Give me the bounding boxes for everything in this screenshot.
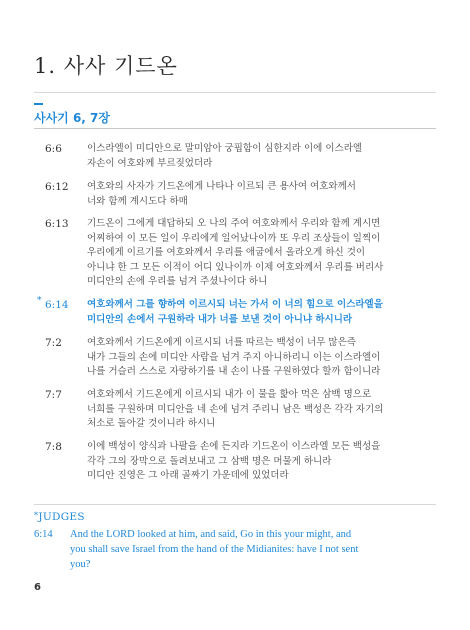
verse-line: 너와 함께 계시도다 하매 (87, 195, 188, 207)
verse-line: 여호와의 사자가 기드온에게 나타나 이르되 큰 용사여 여호와께서 (87, 181, 356, 192)
verse-text (87, 336, 436, 380)
verse-ref: 6:14 (45, 299, 69, 311)
verse-6-14-highlight (34, 298, 436, 327)
chapter-title: 1. 사사 기드온 (34, 54, 178, 78)
verse-7-8 (34, 440, 436, 484)
verse-line: 처소로 돌아갈 것이니라 하시니 (87, 418, 216, 429)
verse-line: 이스라엘이 미디안으로 말미암아 궁핍함이 심한지라 이에 이스라엘 (87, 143, 363, 154)
verse-line: 이에 백성이 양식과 나팔을 손에 든지라 기드온이 이스라엘 모든 백성을 (87, 441, 381, 452)
verse-line: 여호와께서 기드온에게 이르시되 내가 이 물을 핥아 먹은 삼백 명으로 (87, 389, 372, 400)
verse-text (87, 217, 436, 290)
verse-ref: 7:8 (45, 441, 62, 453)
section-accent-mark (34, 103, 43, 105)
verse-line: 각각 그의 장막으로 돌려보내고 그 삼백 명은 머물게 하니라 (87, 455, 332, 467)
verse-text (87, 388, 436, 432)
verse-text (87, 440, 436, 484)
verse-6-12 (34, 180, 436, 209)
verse-6-13 (34, 217, 436, 290)
verse-line: 자손이 여호와께 부르짖었더라 (87, 157, 213, 169)
section-divider (34, 128, 436, 129)
verse-ref: 7:2 (45, 337, 62, 349)
verse-ref: 7:7 (45, 389, 62, 401)
verse-text (87, 298, 436, 327)
verse-line: 미디안의 손에 우리를 넘겨 주셨나이다 하니 (87, 276, 268, 287)
english-verse-line: you? (70, 559, 91, 570)
title-divider (34, 92, 436, 93)
verse-7-7 (34, 388, 436, 432)
verse-line: 미디안의 손에서 구원하라 내가 너를 보낸 것이 아니냐 하시니라 (87, 313, 353, 325)
verse-line: 우리에게 이르기를 여호와께서 우리를 애굽에서 올라오게 하신 것이 (87, 247, 366, 258)
verse-6-6 (34, 142, 436, 171)
english-book-name: JUDGES (38, 511, 85, 523)
verse-ref: 6:12 (45, 181, 69, 193)
verse-line: 여호와께서 그를 향하여 이르시되 너는 가서 이 너의 힘으로 이스라엘을 (87, 299, 383, 310)
english-verse (34, 527, 436, 572)
verse-text (87, 180, 436, 209)
english-verse-ref: 6:14 (34, 529, 53, 540)
footnote-star: * (37, 296, 42, 306)
verse-line: 아니냐 한 그 모든 이적이 어디 있나이까 이제 여호와께서 우리를 버리사 (87, 261, 384, 273)
verse-line: 미디안 진영은 그 아래 골짜기 가운데에 있었더라 (87, 470, 289, 481)
english-verse-line: you shall save Israel from the hand of the Midianites: have I not sent (70, 544, 359, 555)
english-header (34, 511, 85, 523)
section-reference: 사사기 6, 7장 (34, 111, 110, 125)
verse-ref: 6:6 (45, 143, 62, 155)
verse-line: 너희를 구원하며 미디안을 네 손에 넘겨 주리니 남은 백성은 각각 자기의 (87, 403, 384, 415)
verse-text (87, 142, 436, 171)
footnote-star: * (34, 511, 39, 520)
verse-line: 기드온이 그에게 대답하되 오 나의 주여 여호와께서 우리와 함께 계시면 (87, 218, 381, 229)
verse-line: 어찌하여 이 모든 일이 우리에게 일어났나이까 또 우리 조상들이 일찍이 (87, 232, 381, 244)
verse-line: 내가 그들의 손에 미디안 사람을 넘겨 주지 아니하리니 이는 이스라엘이 (87, 351, 381, 363)
english-verse-text (70, 527, 436, 572)
verse-ref: 6:13 (45, 218, 69, 230)
verse-7-2 (34, 336, 436, 380)
verse-line: 여호와께서 기드온에게 이르시되 너를 따르는 백성이 너무 많은즉 (87, 337, 356, 348)
page-number: 6 (34, 582, 41, 593)
english-verse-line: And the LORD looked at him, and said, Go in this your might, and (70, 529, 352, 540)
verse-line: 나를 거슬러 스스로 자랑하기를 내 손이 나를 구원하였다 할까 함이니라 (87, 366, 381, 377)
footnote-divider (34, 504, 436, 505)
